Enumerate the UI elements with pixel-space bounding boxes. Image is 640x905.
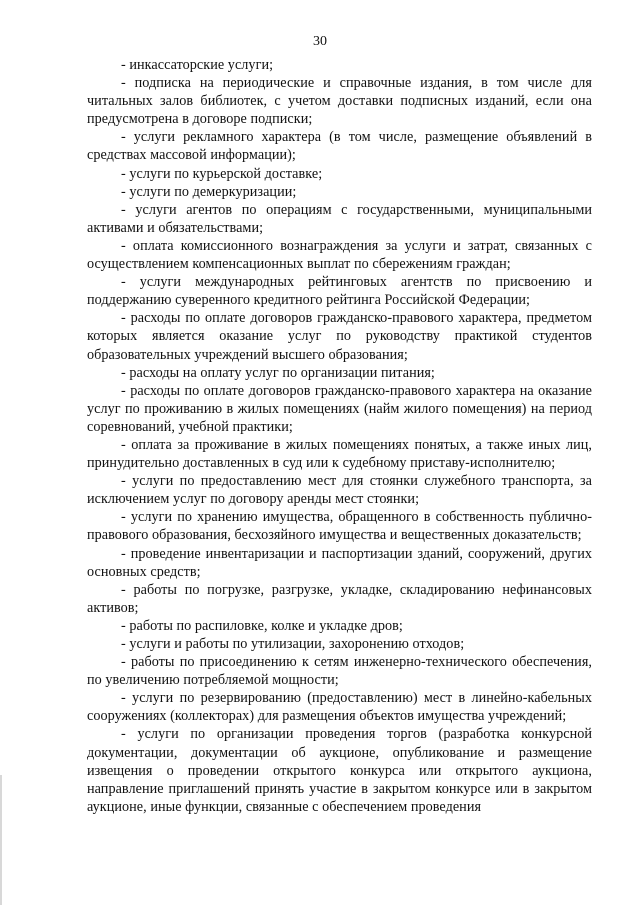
list-item: - услуги по хранению имущества, обращенного в собственность публично-правового образования, бесхозяйного имущества и вещественных доказательств; <box>87 509 592 544</box>
list-item: - работы по распиловке, колке и укладке дров; <box>121 617 403 634</box>
list-item: - расходы по оплате договоров гражданско-правового характера на оказание услуг по проживанию в жилых помещениях (найм жилого помещения) на период соревнований, учебной практики; <box>87 382 592 435</box>
list-item: - оплата за проживание в жилых помещениях понятых, а также иных лиц, принудительно доставленных в суд или к судебному приставу-исполнителю; <box>87 436 592 472</box>
list-item: - инкассаторские услуги; <box>121 57 274 73</box>
list-item: - расходы по оплате договоров гражданско-правового характера, предметом которых является оказание услуг по руководству практикой студентов образовательных учреждений высшего образования; <box>87 310 592 363</box>
page-number: 30 <box>313 34 327 49</box>
list-item: - услуги агентов по операциям с государственными, муниципальными активами и обязательствами; <box>87 201 592 236</box>
list-item: - работы по присоединению к сетям инженерно-технического обеспечения, по увеличению потребляемой мощности; <box>87 654 592 689</box>
list-item: - услуги по организации проведения торгов (разработка конкурсной документации, документации об аукционе, опубликование и размещение извещения о проведении открытого конкурса или открытого аукциона, направление приглашений принять участие в закрытом конкурсе или в закрытом аукционе, иные функции, связанные с обеспечением проведения <box>87 726 592 815</box>
scan-edge-mark <box>0 775 2 905</box>
list-item: - оплата комиссионного вознаграждения за услуги и затрат, связанных с осуществлением компенсационных выплат по сбережениям граждан; <box>87 237 592 273</box>
list-item: - услуги по резервированию (предоставлению) мест в линейно-кабельных сооружениях (коллекторах) для размещения объектов имущества учреждений; <box>87 690 592 725</box>
list-item: - услуги международных рейтинговых агентств по присвоению и поддержанию суверенного кредитного рейтинга Российской Федерации; <box>87 274 592 309</box>
list-item: - проведение инвентаризации и паспортизации зданий, сооружений, других основных средств; <box>87 545 592 580</box>
list-item: - подписка на периодические и справочные издания, в том числе для читальных залов библиотек, с учетом доставки подписных изданий, если она предусмотрена в договоре подписки; <box>87 75 592 128</box>
list-item: - расходы на оплату услуг по организации питания; <box>121 364 435 381</box>
list-item: - услуги по предоставлению мест для стоянки служебного транспорта, за исключением услуг по договору аренды мест стоянки; <box>87 473 592 508</box>
list-item: - услуги по демеркуризации; <box>121 183 297 200</box>
list-item: - услуги и работы по утилизации, захоронению отходов; <box>121 636 465 652</box>
list-item: - работы по погрузке, разгрузке, укладке, складированию нефинансовых активов; <box>87 581 592 616</box>
list-item: - услуги по курьерской доставке; <box>121 165 323 182</box>
document-body <box>87 56 592 816</box>
list-item: - услуги рекламного характера (в том числе, размещение объявлений в средствах массовой информации); <box>87 129 592 164</box>
